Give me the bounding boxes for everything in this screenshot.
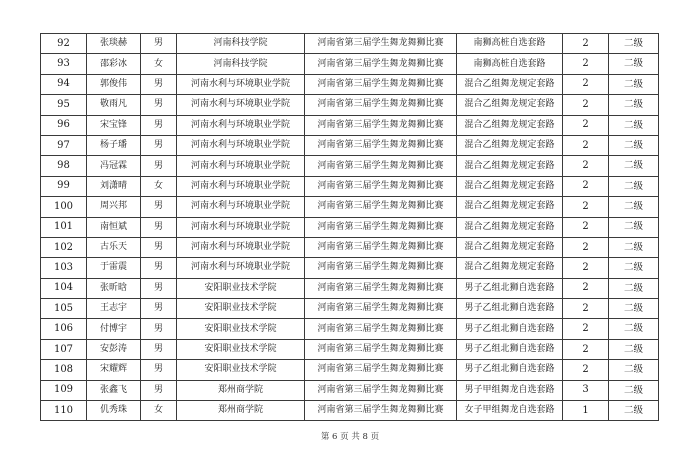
level-cell: 二级 <box>609 319 659 339</box>
event-cell: 河南省第三届学生舞龙舞狮比赛 <box>305 299 457 319</box>
table-row <box>41 319 659 339</box>
gender-cell: 男 <box>141 278 177 298</box>
table-body <box>41 34 659 421</box>
row-index-cell: 99 <box>41 176 87 196</box>
table-row <box>41 54 659 74</box>
table-row <box>41 74 659 94</box>
gender-cell: 男 <box>141 360 177 380</box>
category-cell: 混合乙组舞龙规定套路 <box>457 258 563 278</box>
group-number-cell: 2 <box>563 115 609 135</box>
event-cell: 河南省第三届学生舞龙舞狮比赛 <box>305 176 457 196</box>
group-number-cell: 2 <box>563 217 609 237</box>
school-cell: 河南水利与环境职业学院 <box>177 135 305 155</box>
group-number-cell: 2 <box>563 360 609 380</box>
gender-cell: 男 <box>141 135 177 155</box>
athlete-name-cell: 仉秀珠 <box>87 401 141 421</box>
row-index-cell: 107 <box>41 339 87 359</box>
athlete-name-cell: 于雷震 <box>87 258 141 278</box>
level-cell: 二级 <box>609 54 659 74</box>
group-number-cell: 3 <box>563 380 609 400</box>
group-number-cell: 2 <box>563 135 609 155</box>
group-number-cell: 2 <box>563 95 609 115</box>
school-cell: 安阳职业技术学院 <box>177 319 305 339</box>
athlete-name-cell: 张琰赫 <box>87 34 141 54</box>
event-cell: 河南省第三届学生舞龙舞狮比赛 <box>305 339 457 359</box>
event-cell: 河南省第三届学生舞龙舞狮比赛 <box>305 95 457 115</box>
row-index-cell: 95 <box>41 95 87 115</box>
table-row <box>41 176 659 196</box>
gender-cell: 男 <box>141 34 177 54</box>
category-cell: 混合乙组舞龙规定套路 <box>457 115 563 135</box>
group-number-cell: 2 <box>563 339 609 359</box>
gender-cell: 男 <box>141 339 177 359</box>
level-cell: 二级 <box>609 258 659 278</box>
category-cell: 混合乙组舞龙规定套路 <box>457 217 563 237</box>
level-cell: 二级 <box>609 339 659 359</box>
row-index-cell: 100 <box>41 197 87 217</box>
level-cell: 二级 <box>609 217 659 237</box>
athlete-name-cell: 张昕晗 <box>87 278 141 298</box>
athlete-name-cell: 付博宇 <box>87 319 141 339</box>
gender-cell: 女 <box>141 176 177 196</box>
level-cell: 二级 <box>609 237 659 257</box>
row-index-cell: 98 <box>41 156 87 176</box>
school-cell: 安阳职业技术学院 <box>177 278 305 298</box>
gender-cell: 男 <box>141 156 177 176</box>
gender-cell: 男 <box>141 217 177 237</box>
category-cell: 南狮高桩自选套路 <box>457 54 563 74</box>
gender-cell: 男 <box>141 319 177 339</box>
level-cell: 二级 <box>609 176 659 196</box>
gender-cell: 男 <box>141 258 177 278</box>
row-index-cell: 110 <box>41 401 87 421</box>
category-cell: 男子乙组北狮自选套路 <box>457 299 563 319</box>
gender-cell: 女 <box>141 401 177 421</box>
event-cell: 河南省第三届学生舞龙舞狮比赛 <box>305 74 457 94</box>
school-cell: 郑州商学院 <box>177 380 305 400</box>
school-cell: 河南水利与环境职业学院 <box>177 156 305 176</box>
level-cell: 二级 <box>609 34 659 54</box>
athlete-name-cell: 宋耀辉 <box>87 360 141 380</box>
table-row <box>41 34 659 54</box>
category-cell: 混合乙组舞龙规定套路 <box>457 74 563 94</box>
table-row <box>41 237 659 257</box>
group-number-cell: 2 <box>563 319 609 339</box>
category-cell: 男子甲组舞龙自选套路 <box>457 380 563 400</box>
table-row <box>41 401 659 421</box>
event-cell: 河南省第三届学生舞龙舞狮比赛 <box>305 34 457 54</box>
category-cell: 男子乙组北狮自选套路 <box>457 339 563 359</box>
category-cell: 男子乙组北狮自选套路 <box>457 278 563 298</box>
row-index-cell: 92 <box>41 34 87 54</box>
category-cell: 男子乙组北狮自选套路 <box>457 319 563 339</box>
school-cell: 河南水利与环境职业学院 <box>177 176 305 196</box>
event-cell: 河南省第三届学生舞龙舞狮比赛 <box>305 217 457 237</box>
group-number-cell: 2 <box>563 54 609 74</box>
category-cell: 女子甲组舞龙自选套路 <box>457 401 563 421</box>
athlete-name-cell: 冯冠霖 <box>87 156 141 176</box>
school-cell: 安阳职业技术学院 <box>177 360 305 380</box>
school-cell: 郑州商学院 <box>177 401 305 421</box>
event-cell: 河南省第三届学生舞龙舞狮比赛 <box>305 319 457 339</box>
athlete-name-cell: 张鑫飞 <box>87 380 141 400</box>
category-cell: 混合乙组舞龙规定套路 <box>457 237 563 257</box>
gender-cell: 男 <box>141 115 177 135</box>
school-cell: 安阳职业技术学院 <box>177 339 305 359</box>
gender-cell: 女 <box>141 54 177 74</box>
athlete-name-cell: 郭俊伟 <box>87 74 141 94</box>
row-index-cell: 105 <box>41 299 87 319</box>
athlete-name-cell: 周兴邦 <box>87 197 141 217</box>
group-number-cell: 2 <box>563 197 609 217</box>
level-cell: 二级 <box>609 197 659 217</box>
level-cell: 二级 <box>609 360 659 380</box>
event-cell: 河南省第三届学生舞龙舞狮比赛 <box>305 237 457 257</box>
athlete-name-cell: 敬雨凡 <box>87 95 141 115</box>
gender-cell: 男 <box>141 299 177 319</box>
table-row <box>41 278 659 298</box>
event-cell: 河南省第三届学生舞龙舞狮比赛 <box>305 360 457 380</box>
table-row <box>41 217 659 237</box>
table-row <box>41 156 659 176</box>
level-cell: 二级 <box>609 278 659 298</box>
school-cell: 河南水利与环境职业学院 <box>177 217 305 237</box>
event-cell: 河南省第三届学生舞龙舞狮比赛 <box>305 380 457 400</box>
school-cell: 河南科技学院 <box>177 34 305 54</box>
athlete-name-cell: 王志宇 <box>87 299 141 319</box>
athlete-name-cell: 南恒斌 <box>87 217 141 237</box>
level-cell: 二级 <box>609 380 659 400</box>
row-index-cell: 108 <box>41 360 87 380</box>
table-row <box>41 339 659 359</box>
level-cell: 二级 <box>609 156 659 176</box>
school-cell: 河南水利与环境职业学院 <box>177 258 305 278</box>
event-cell: 河南省第三届学生舞龙舞狮比赛 <box>305 54 457 74</box>
school-cell: 河南水利与环境职业学院 <box>177 237 305 257</box>
group-number-cell: 2 <box>563 74 609 94</box>
athlete-name-cell: 刘潇晴 <box>87 176 141 196</box>
school-cell: 安阳职业技术学院 <box>177 299 305 319</box>
group-number-cell: 2 <box>563 278 609 298</box>
event-cell: 河南省第三届学生舞龙舞狮比赛 <box>305 197 457 217</box>
table-row <box>41 299 659 319</box>
row-index-cell: 102 <box>41 237 87 257</box>
event-cell: 河南省第三届学生舞龙舞狮比赛 <box>305 258 457 278</box>
athlete-name-cell: 杨子璠 <box>87 135 141 155</box>
group-number-cell: 2 <box>563 156 609 176</box>
table-row <box>41 197 659 217</box>
group-number-cell: 2 <box>563 299 609 319</box>
category-cell: 男子乙组北狮自选套路 <box>457 360 563 380</box>
category-cell: 混合乙组舞龙规定套路 <box>457 95 563 115</box>
table-row <box>41 95 659 115</box>
category-cell: 混合乙组舞龙规定套路 <box>457 135 563 155</box>
category-cell: 混合乙组舞龙规定套路 <box>457 156 563 176</box>
table-row <box>41 258 659 278</box>
group-number-cell: 1 <box>563 401 609 421</box>
row-index-cell: 96 <box>41 115 87 135</box>
row-index-cell: 104 <box>41 278 87 298</box>
gender-cell: 男 <box>141 380 177 400</box>
level-cell: 二级 <box>609 95 659 115</box>
row-index-cell: 94 <box>41 74 87 94</box>
athlete-grade-table <box>40 33 659 421</box>
group-number-cell: 2 <box>563 237 609 257</box>
event-cell: 河南省第三届学生舞龙舞狮比赛 <box>305 156 457 176</box>
event-cell: 河南省第三届学生舞龙舞狮比赛 <box>305 401 457 421</box>
category-cell: 南狮高桩自选套路 <box>457 34 563 54</box>
school-cell: 河南科技学院 <box>177 54 305 74</box>
level-cell: 二级 <box>609 135 659 155</box>
school-cell: 河南水利与环境职业学院 <box>177 74 305 94</box>
athlete-name-cell: 宋宝锋 <box>87 115 141 135</box>
level-cell: 二级 <box>609 115 659 135</box>
athlete-name-cell: 安彭涛 <box>87 339 141 359</box>
athlete-name-cell: 古乐天 <box>87 237 141 257</box>
level-cell: 二级 <box>609 74 659 94</box>
event-cell: 河南省第三届学生舞龙舞狮比赛 <box>305 278 457 298</box>
row-index-cell: 93 <box>41 54 87 74</box>
table-row <box>41 360 659 380</box>
gender-cell: 男 <box>141 237 177 257</box>
row-index-cell: 103 <box>41 258 87 278</box>
row-index-cell: 101 <box>41 217 87 237</box>
event-cell: 河南省第三届学生舞龙舞狮比赛 <box>305 115 457 135</box>
group-number-cell: 2 <box>563 258 609 278</box>
page-footer: 第 6 页 共 8 页 <box>320 432 380 442</box>
group-number-cell: 2 <box>563 176 609 196</box>
level-cell: 二级 <box>609 299 659 319</box>
table-row <box>41 115 659 135</box>
category-cell: 混合乙组舞龙规定套路 <box>457 176 563 196</box>
event-cell: 河南省第三届学生舞龙舞狮比赛 <box>305 135 457 155</box>
category-cell: 混合乙组舞龙规定套路 <box>457 197 563 217</box>
gender-cell: 男 <box>141 74 177 94</box>
school-cell: 河南水利与环境职业学院 <box>177 115 305 135</box>
gender-cell: 男 <box>141 197 177 217</box>
row-index-cell: 97 <box>41 135 87 155</box>
group-number-cell: 2 <box>563 34 609 54</box>
row-index-cell: 106 <box>41 319 87 339</box>
school-cell: 河南水利与环境职业学院 <box>177 95 305 115</box>
row-index-cell: 109 <box>41 380 87 400</box>
athlete-name-cell: 邵彩冰 <box>87 54 141 74</box>
table-row <box>41 380 659 400</box>
table-row <box>41 135 659 155</box>
level-cell: 二级 <box>609 401 659 421</box>
school-cell: 河南水利与环境职业学院 <box>177 197 305 217</box>
gender-cell: 男 <box>141 95 177 115</box>
